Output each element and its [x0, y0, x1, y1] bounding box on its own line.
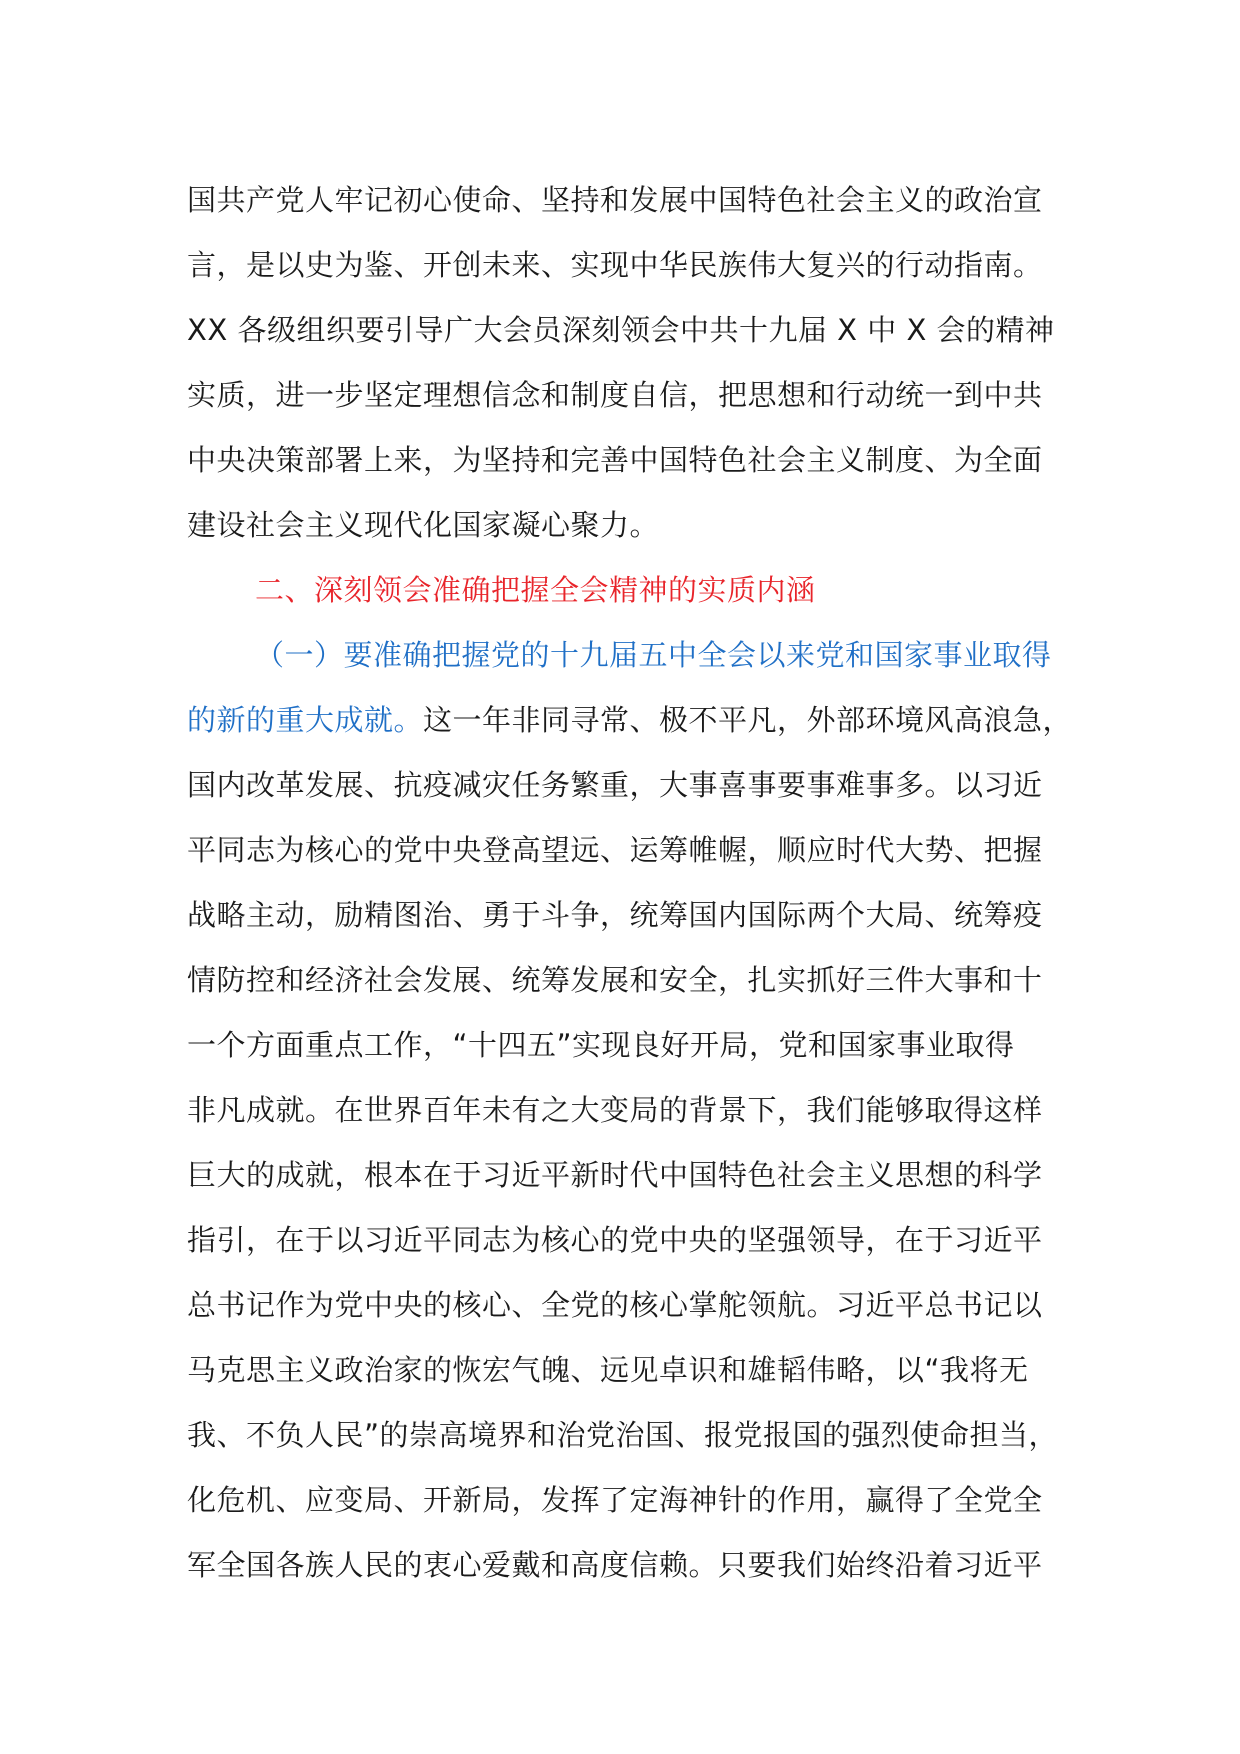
body-line: 平同志为核心的党中央登高望远、运筹帷幄，顺应时代大势、把握: [187, 833, 1043, 867]
body-line: 实质，进一步坚定理想信念和制度自信，把思想和行动统一到中共: [187, 378, 1043, 412]
body-line: 巨大的成就，根本在于习近平新时代中国特色社会主义思想的科学: [187, 1158, 1043, 1192]
document-body: [187, 170, 1073, 1600]
body-line: 我、不负人民”的崇高境界和治党治国、报党报国的强烈使命担当，: [187, 1418, 1059, 1452]
body-line: 言，是以史为鉴、开创未来、实现中华民族伟大复兴的行动指南。: [187, 248, 1043, 282]
body-line: [187, 690, 1073, 755]
body-line: 建设社会主义现代化国家凝心聚力。: [187, 508, 660, 542]
subsection-heading-tail: 的新的重大成就。: [187, 703, 424, 737]
body-line: 国内改革发展、抗疫减灾任务繁重，大事喜事要事难事多。以习近: [187, 768, 1043, 802]
body-line: 非凡成就。在世界百年未有之大变局的背景下，我们能够取得这样: [187, 1093, 1043, 1127]
body-line: 总书记作为党中央的核心、全党的核心掌舵领航。习近平总书记以: [187, 1288, 1043, 1322]
body-text: 这一年非同寻常、极不平凡，外部环境风高浪急，: [423, 703, 1073, 737]
section-heading: 二、深刻领会准确把握全会精神的实质内涵: [255, 573, 816, 607]
body-line: 军全国各族人民的衷心爱戴和高度信赖。只要我们始终沿着习近平: [187, 1548, 1043, 1582]
body-line: 中央决策部署上来，为坚持和完善中国特色社会主义制度、为全面: [187, 443, 1043, 477]
body-line: XX 各级组织要引导广大会员深刻领会中共十九届 X 中 X 会的精神: [187, 313, 1055, 347]
body-line: 一个方面重点工作，“十四五”实现良好开局，党和国家事业取得: [187, 1028, 1015, 1062]
subsection-heading: （一）要准确把握党的十九届五中全会以来党和国家事业取得: [255, 638, 1052, 672]
body-line: 国共产党人牢记初心使命、坚持和发展中国特色社会主义的政治宣: [187, 183, 1043, 217]
body-line: 指引，在于以习近平同志为核心的党中央的坚强领导，在于习近平: [187, 1223, 1043, 1257]
body-line: 情防控和经济社会发展、统筹发展和安全，扎实抓好三件大事和十: [187, 963, 1043, 997]
body-line: 马克思主义政治家的恢宏气魄、远见卓识和雄韬伟略，以“我将无: [187, 1353, 1029, 1387]
body-line: 化危机、应变局、开新局，发挥了定海神针的作用，赢得了全党全: [187, 1483, 1043, 1517]
body-line: 战略主动，励精图治、勇于斗争，统筹国内国际两个大局、统筹疫: [187, 898, 1043, 932]
